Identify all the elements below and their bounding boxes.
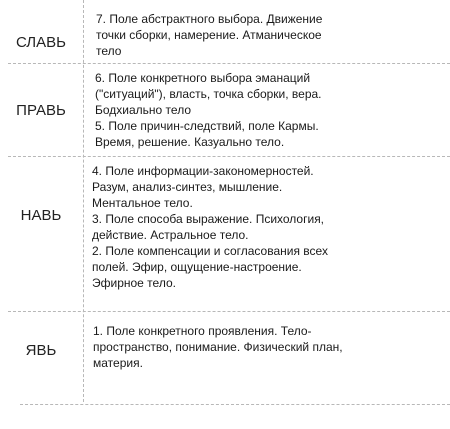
row-label-yav: ЯВЬ <box>25 342 57 359</box>
table-row-nav <box>0 157 450 310</box>
table-bottom-border <box>20 404 450 405</box>
row-text-slav: 7. Поле абстрактного выбора. Движение точки сборки, намерение. Атманическое тело <box>96 12 323 58</box>
table-row-prav <box>0 64 450 156</box>
table-row-yav <box>0 312 450 404</box>
table-row-slav <box>0 0 450 64</box>
row-label-slav: СЛАВЬ <box>15 34 67 51</box>
row-label-nav: НАВЬ <box>20 207 62 224</box>
row-text-prav: 6. Поле конкретного выбора эманаций ("ситуаций"), власть, точка сборки, вера. Бодхиально тело 5. Поле причин-следствий, поле Кармы. Время, решение. Казуально тело. <box>95 71 322 149</box>
row-label-prav: ПРАВЬ <box>16 102 66 119</box>
row-text-nav: 4. Поле информации-закономерностей. Разум, анализ-синтез, мышление. Ментальное тело. 3. Поле способа выражение. Психология, действие. Астральное тело. 2. Поле компенсации и согласования всех полей. Эфир, ощущение-настроение. Эфирное тело. <box>92 164 328 290</box>
row-text-yav: 1. Поле конкретного проявления. Тело- пространство, понимание. Физический план, материя. <box>93 324 343 370</box>
